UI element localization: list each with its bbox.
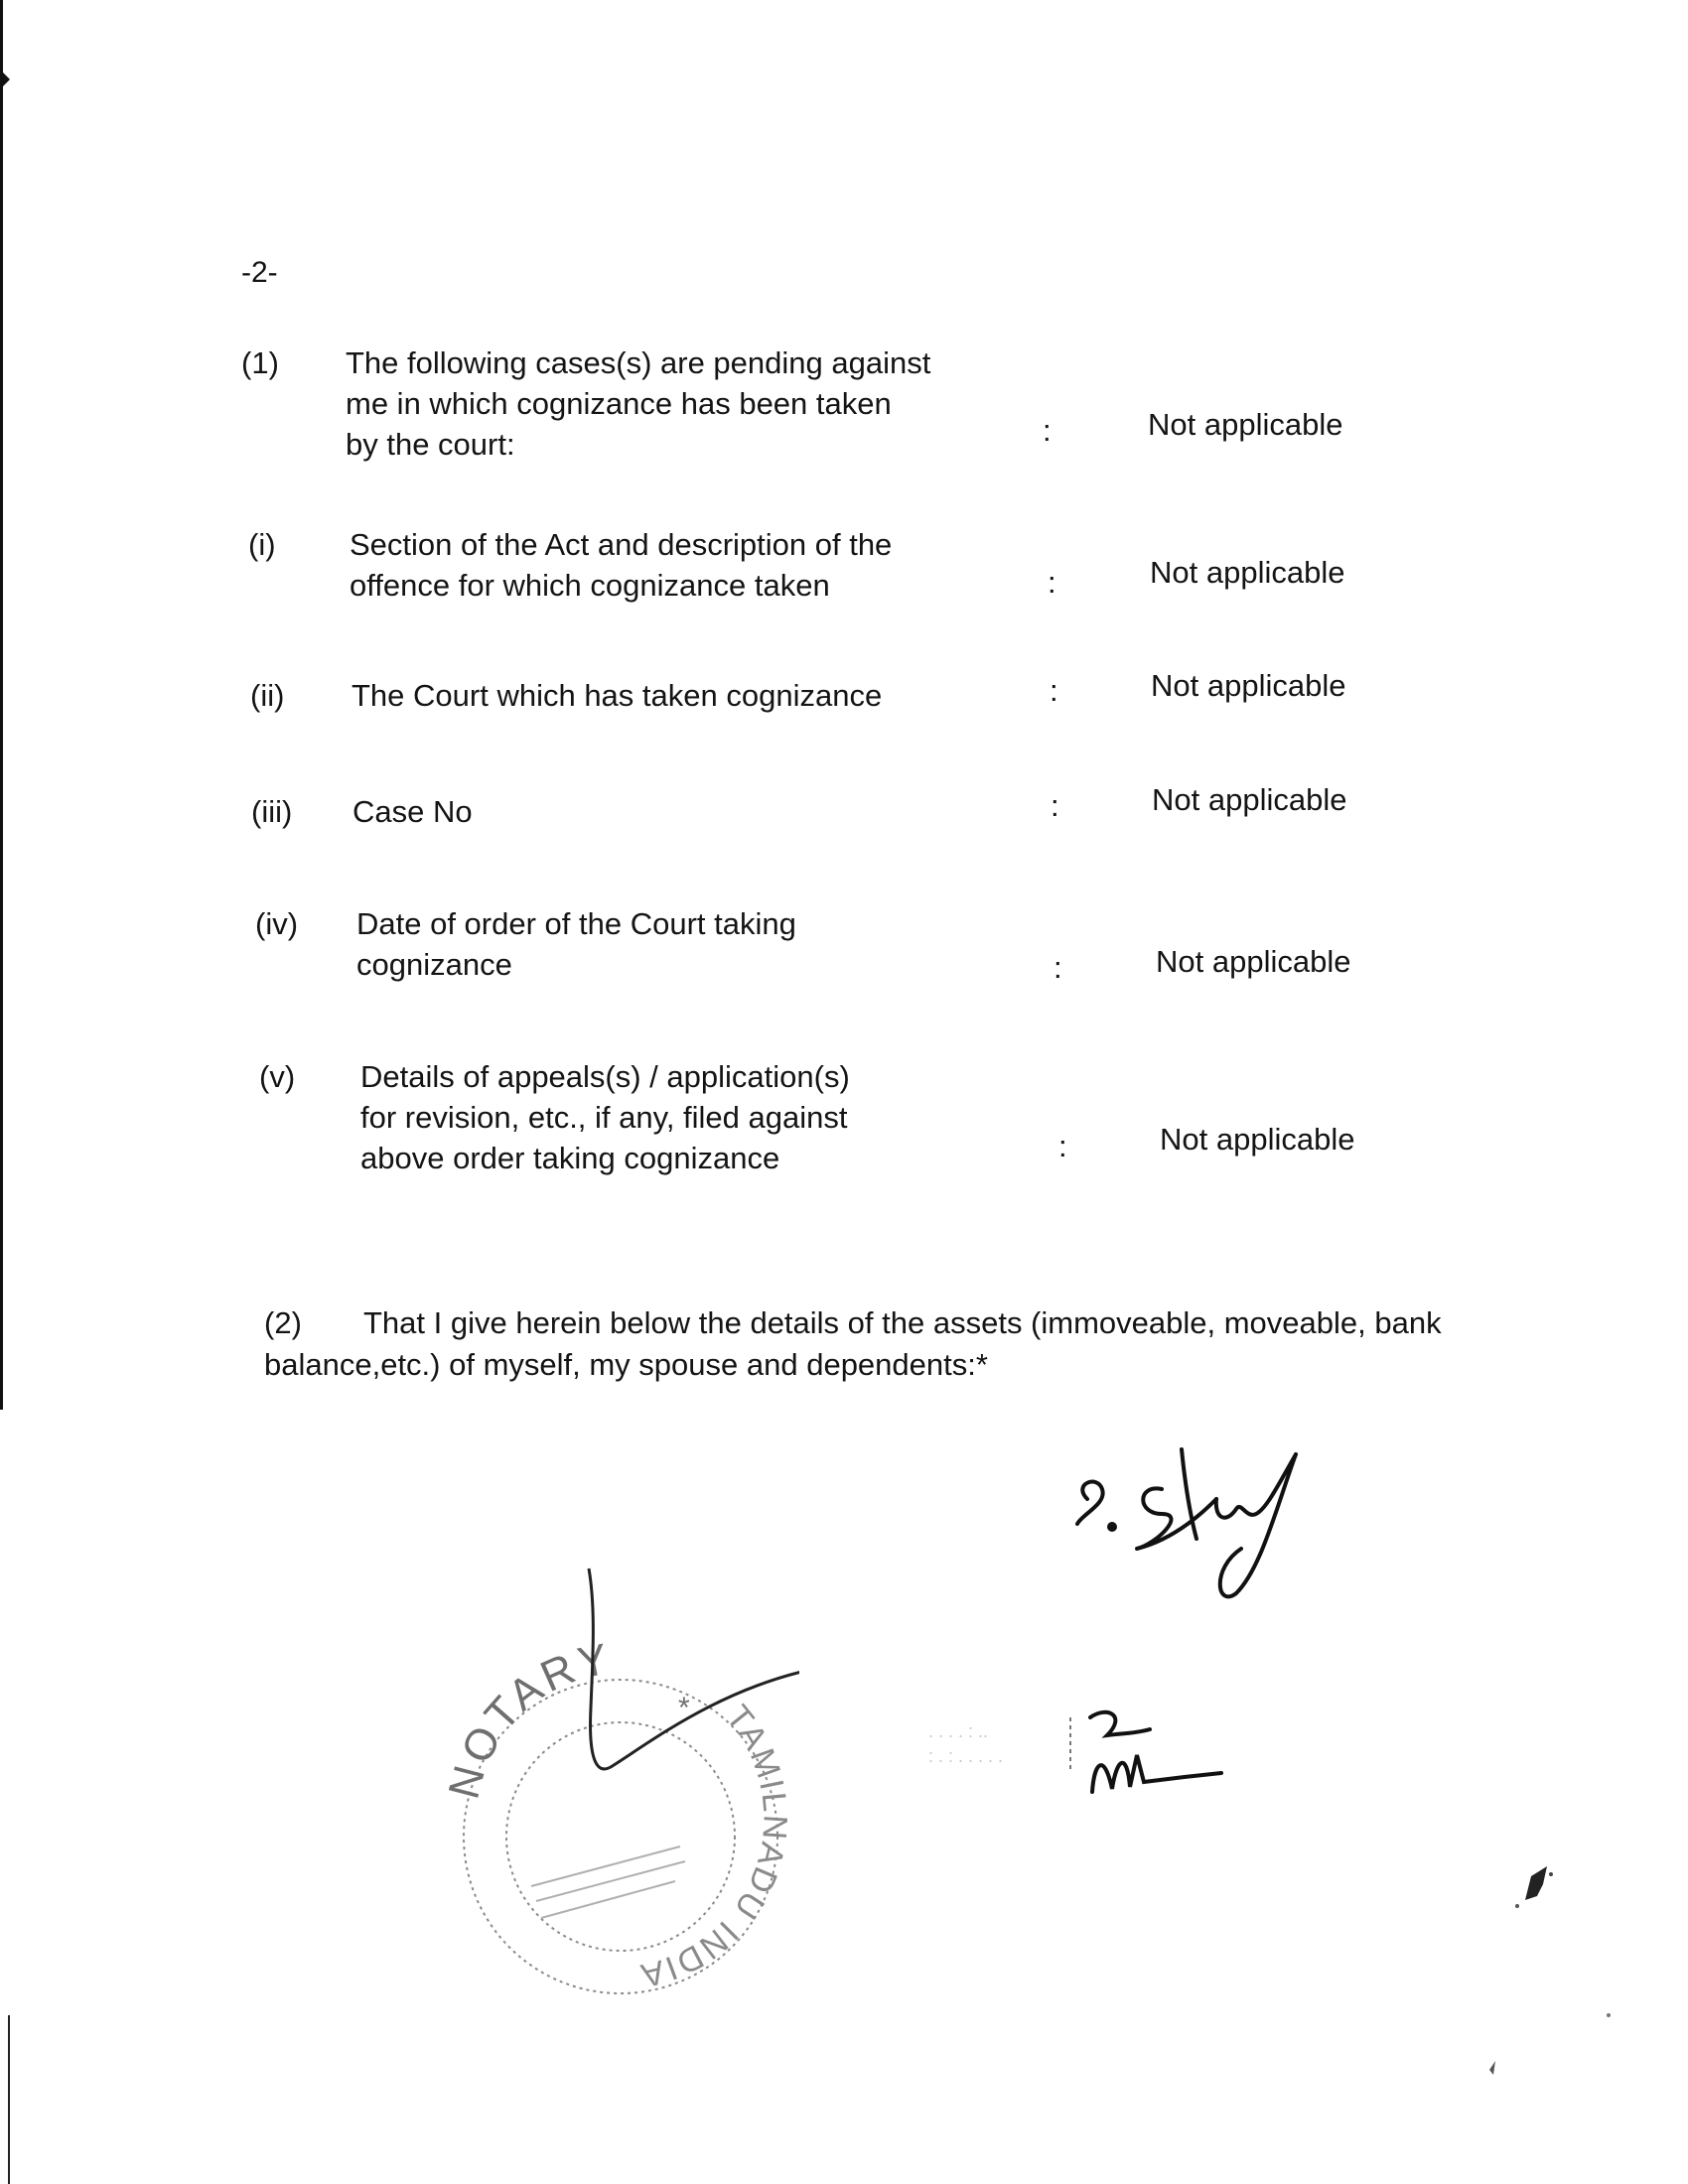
item-colon: : — [1051, 788, 1059, 823]
item-value: Not applicable — [1160, 1122, 1355, 1157]
svg-text:*: * — [678, 1692, 690, 1724]
svg-text:NOTARY: NOTARY — [439, 1634, 616, 1804]
page-number: -2- — [241, 256, 278, 289]
scan-specks — [1470, 1866, 1628, 2105]
item-number: (iv) — [255, 906, 299, 941]
item-colon: : — [1048, 565, 1056, 600]
item-value: Not applicable — [1148, 407, 1343, 442]
item-number: (i) — [248, 527, 276, 562]
item-label: The following cases(s) are pending against me in which cognizance has been taken by the court: — [346, 345, 931, 462]
svg-text:TAMILNADU INDIA: TAMILNADU INDIA — [635, 1698, 794, 1995]
item-value: Not applicable — [1152, 782, 1347, 817]
item-label: Section of the Act and description of the offence for which cognizance taken — [350, 527, 893, 603]
paragraph-number: (2) — [264, 1305, 302, 1340]
scan-edge-line-bottom — [8, 2015, 10, 2184]
item-number: (iii) — [251, 794, 293, 829]
svg-text:: . : . . . . .: : . : . . . . . — [928, 1746, 1004, 1766]
item-label: The Court which has taken cognizance — [352, 678, 883, 713]
signature — [1067, 1430, 1316, 1628]
svg-text:. . . . : ..: . . . . : .. — [928, 1721, 989, 1741]
notary-seal — [422, 1549, 799, 2005]
item-label: Date of order of the Court taking cognizance — [356, 906, 796, 982]
assets-paragraph — [264, 1302, 1476, 1386]
scan-edge-mark — [0, 69, 10, 89]
item-colon: : — [1050, 673, 1058, 708]
item-value: Not applicable — [1151, 668, 1346, 703]
item-number: (v) — [259, 1059, 296, 1094]
item-value: Not applicable — [1156, 944, 1351, 979]
initials-mark — [923, 1698, 1241, 1817]
item-colon: : — [1043, 413, 1052, 448]
item-number: (1) — [241, 345, 279, 380]
item-label: Case No — [352, 794, 473, 829]
item-number: (ii) — [250, 678, 285, 713]
scan-edge-line — [0, 0, 3, 1410]
item-value: Not applicable — [1150, 555, 1345, 590]
item-colon: : — [1054, 950, 1062, 985]
item-colon: : — [1058, 1129, 1067, 1163]
item-label: Details of appeals(s) / application(s) for revision, etc., if any, filed against above order taking cognizance — [360, 1059, 850, 1175]
paragraph-text: That I give herein below the details of the assets (immoveable, moveable, bank balance,etc.) of myself, my spouse and dependents:* — [264, 1305, 1442, 1382]
